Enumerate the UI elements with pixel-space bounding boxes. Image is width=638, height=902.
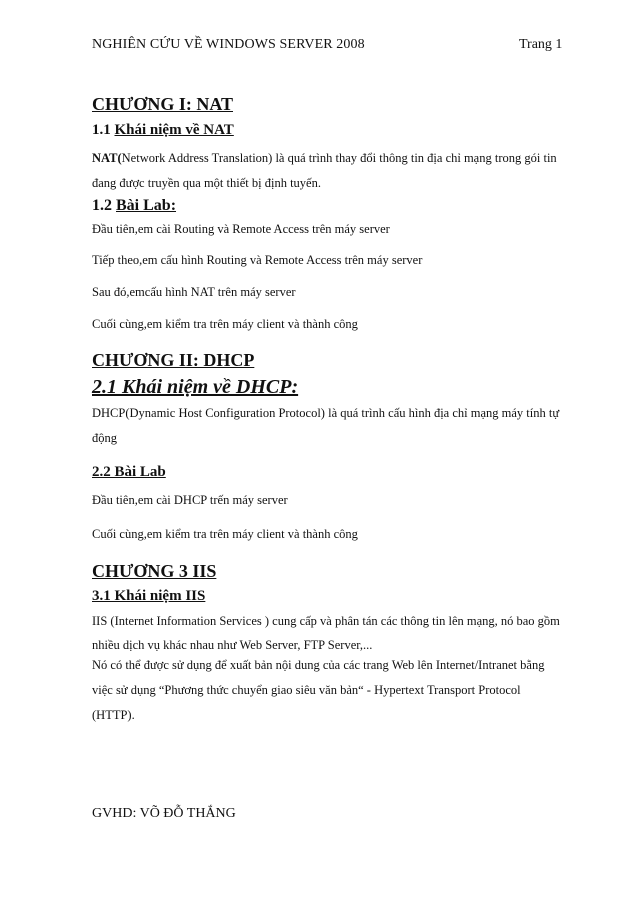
dhcp-lab-step: Đầu tiên,em cài DHCP trến máy server [92,493,288,507]
dhcp-definition-line-2: động [92,431,117,445]
section-1-1-title: Khái niệm về NAT [114,122,234,138]
iis-paragraph-line: nhiều dịch vụ khác nhau như Web Server, FTP Server,... [92,638,373,652]
page-number: Trang 1 [519,37,563,52]
section-1-1-heading [92,122,234,139]
dhcp-lab-step: Cuối cùng,em kiểm tra trên máy client và thành công [92,527,358,541]
section-1-2-title: Bài Lab: [116,197,177,214]
nat-lab-step: Cuối cùng,em kiểm tra trên máy client và thành công [92,317,358,331]
nat-lab-step: Sau đó,emcấu hình NAT trên máy server [92,285,296,299]
iis-paragraph-line: Nó có thể được sử dụng để xuất bản nội dung của các trang Web lên Internet/Intranet bằng [92,658,545,672]
section-2-1-title: 2.1 Khái niệm về DHCP: [92,376,299,398]
iis-paragraph-line: (HTTP). [92,708,135,722]
section-1-2-number: 1.2 [92,197,116,214]
advisor-footer: GVHD: VÕ ĐỖ THẮNG [92,806,236,821]
chapter-3-title: CHƯƠNG 3 IIS [92,561,217,581]
nat-definition-line-2: đang được truyền qua một thiết bị định tuyến. [92,176,321,190]
chapter-2-title: CHƯƠNG II: DHCP [92,350,255,370]
section-1-2-heading [92,197,176,215]
iis-paragraph-line: việc sử dụng “Phương thức chuyển giao siêu văn bản“ - Hypertext Transport Protocol [92,683,521,697]
nat-definition-text: Network Address Translation) là quá trình thay đổi thông tin địa chỉ mạng trong gói tin [121,151,557,165]
section-2-2-title: 2.2 Bài Lab [92,464,166,480]
nat-definition-line-1 [92,151,557,166]
nat-lab-step: Đầu tiên,em cài Routing và Remote Access trên máy server [92,222,390,236]
iis-paragraph-line: IIS (Internet Information Services ) cung cấp và phân tán các thông tin lên mạng, nó bao gồm [92,614,560,628]
chapter-1-title: CHƯƠNG I: NAT [92,94,233,114]
nat-term: NAT( [92,151,122,165]
section-1-1-number: 1.1 [92,122,115,138]
header-title: NGHIÊN CỨU VỀ WINDOWS SERVER 2008 [92,37,365,52]
section-3-1-title: 3.1 Khái niệm IIS [92,588,206,604]
nat-lab-step: Tiếp theo,em cấu hình Routing và Remote Access trên máy server [92,253,423,267]
dhcp-definition-line-1: DHCP(Dynamic Host Configuration Protocol) là quá trình cấu hình địa chỉ mạng máy tính tự [92,406,560,420]
